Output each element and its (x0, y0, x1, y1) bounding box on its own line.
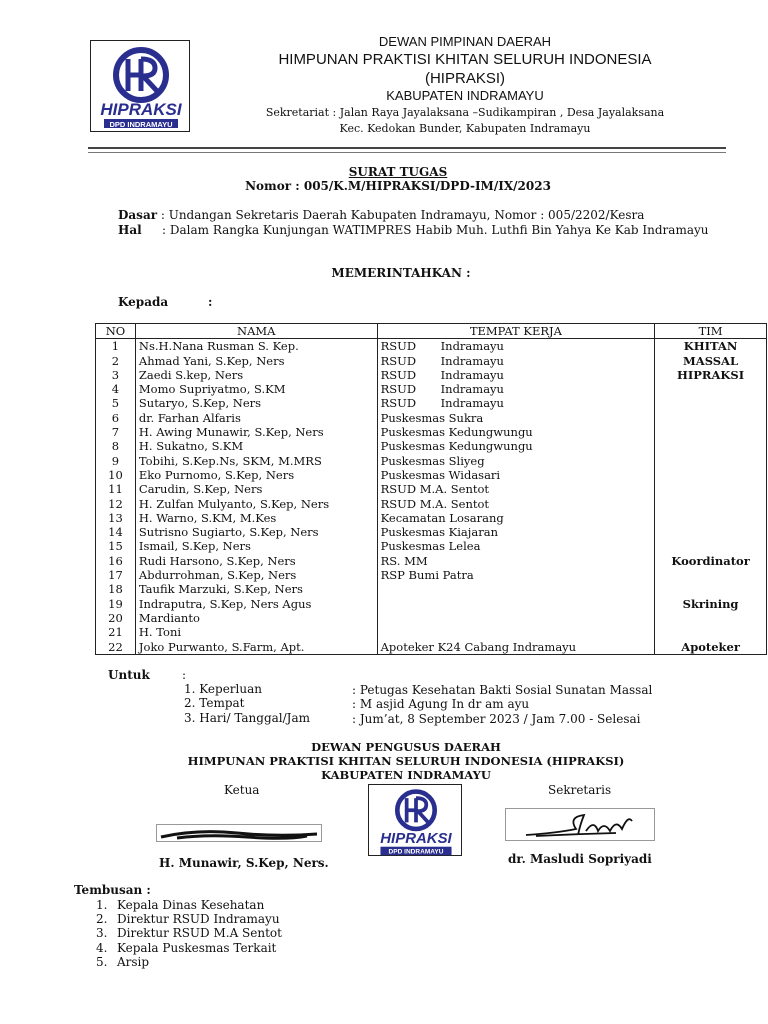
table-row (96, 354, 767, 368)
row-name: Taufik Marzuki, S.Kep, Ners (135, 582, 377, 596)
row-name: Mardianto (135, 611, 377, 625)
tembusan-item (96, 898, 282, 912)
kepada-colon: : (208, 295, 213, 309)
row-number: 4 (96, 382, 136, 396)
row-team (655, 425, 767, 439)
row-team (655, 625, 767, 639)
row-name: Ahmad Yani, S.Kep, Ners (135, 354, 377, 368)
row-workplace (377, 354, 655, 368)
workplace-primary: Puskesmas Widasari (380, 467, 501, 482)
kepada-label: Kepada (118, 295, 169, 309)
workplace-primary: RSUD (380, 339, 417, 354)
footer-org-line1: DEWAN PENGUSUS DAERAH (311, 740, 501, 754)
tembusan-item-number: 5. (96, 954, 108, 969)
tembusan-title: Tembusan : (74, 883, 151, 897)
workplace-primary: Puskesmas Kedungwungu (380, 425, 533, 440)
table-row (96, 425, 767, 439)
row-workplace (377, 582, 655, 596)
row-number: 17 (96, 568, 136, 582)
row-workplace (377, 468, 655, 482)
footer-logo-stamp (368, 784, 462, 856)
row-team (655, 497, 767, 511)
row-number: 6 (96, 411, 136, 425)
row-number: 21 (96, 625, 136, 639)
row-team: Koordinator (655, 554, 767, 568)
row-name: Zaedi S.kep, Ners (135, 368, 377, 382)
row-team: Skrining (655, 597, 767, 611)
row-number: 19 (96, 597, 136, 611)
workplace-primary: RSUD (380, 367, 417, 382)
row-name: Eko Purnomo, S.Kep, Ners (135, 468, 377, 482)
workplace-primary: RSUD (380, 396, 417, 411)
untuk-item-label-2: 2. Tempat (184, 696, 245, 710)
workplace-primary: Puskesmas Kiajaran (380, 525, 498, 540)
workplace-secondary: Indramayu (440, 339, 504, 354)
row-number: 12 (96, 497, 136, 511)
untuk-item-value-1: : Petugas Kesehatan Bakti Sosial Sunatan Massal (352, 683, 653, 697)
tembusan-item (96, 912, 282, 926)
row-team (655, 382, 767, 396)
header-rule-thin (88, 152, 726, 153)
row-name: Rudi Harsono, S.Kep, Ners (135, 554, 377, 568)
row-name: H. Awing Munawir, S.Kep, Ners (135, 425, 377, 439)
hipraksi-logo-graphic (91, 41, 191, 133)
row-workplace (377, 611, 655, 625)
row-name: dr. Farhan Alfaris (135, 411, 377, 425)
sekretaris-signature-box (505, 808, 655, 841)
row-number: 10 (96, 468, 136, 482)
row-workplace (377, 640, 655, 655)
workplace-primary: RSP Bumi Patra (380, 568, 474, 583)
header-rule-thick (88, 147, 726, 149)
untuk-item-value-3: : Jum’at, 8 September 2023 / Jam 7.00 - Selesai (352, 712, 641, 726)
row-workplace (377, 525, 655, 539)
workplace-primary: Puskesmas Kedungwungu (380, 439, 533, 454)
table-row (96, 625, 767, 639)
col-header-tempat: TEMPAT KERJA (377, 324, 655, 339)
row-team (655, 439, 767, 453)
workplace-primary: RSUD (380, 382, 417, 397)
header-line3: (HIPRAKSI) (424, 70, 505, 87)
tembusan-item (96, 941, 282, 955)
table-row (96, 439, 767, 453)
col-header-nama: NAMA (135, 324, 377, 339)
row-number: 14 (96, 525, 136, 539)
row-number: 9 (96, 454, 136, 468)
row-name: H. Sukatno, S.KM (135, 439, 377, 453)
hal-row (118, 223, 708, 237)
row-number: 15 (96, 539, 136, 553)
untuk-label: Untuk (108, 668, 150, 682)
ketua-label: Ketua (224, 783, 260, 797)
tembusan-item-number: 1. (96, 898, 108, 912)
row-number: 13 (96, 511, 136, 525)
row-workplace (377, 554, 655, 568)
footer-logo-brand: HIPRAKSI (380, 829, 452, 847)
row-team (655, 582, 767, 596)
header-line1: DEWAN PIMPINAN DAERAH (378, 34, 552, 49)
row-workplace (377, 597, 655, 611)
row-name: H. Warno, S.KM, M.Kes (135, 511, 377, 525)
row-workplace (377, 482, 655, 496)
row-team (655, 411, 767, 425)
table-row (96, 640, 767, 655)
row-team (655, 611, 767, 625)
workplace-secondary: Indramayu (440, 353, 504, 368)
footer-logo-graphic (369, 785, 463, 857)
ketua-signature-box (156, 824, 322, 842)
dasar-row (118, 208, 644, 222)
row-number: 22 (96, 640, 136, 655)
row-number: 3 (96, 368, 136, 382)
table-row (96, 468, 767, 482)
header-address1: Sekretariat : Jalan Raya Jayalaksana –Sudikampiran , Desa Jayalaksana (265, 106, 665, 119)
row-name: Joko Purwanto, S.Farm, Apt. (135, 640, 377, 655)
dasar-label: Dasar (118, 208, 158, 222)
row-number: 18 (96, 582, 136, 596)
tembusan-item-text: Arsip (117, 954, 150, 969)
tembusan-item (96, 926, 282, 940)
kepada-row (118, 295, 212, 309)
memerintahkan-heading: MEMERINTAHKAN : (331, 266, 471, 280)
row-name: Abdurrohman, S.Kep, Ners (135, 568, 377, 582)
table-row (96, 568, 767, 582)
sekretaris-signature-icon (506, 809, 656, 842)
tembusan-item (96, 955, 282, 969)
untuk-item-label-1: 1. Keperluan (184, 682, 262, 696)
row-team: KHITAN (655, 339, 767, 354)
workplace-secondary: Indramayu (440, 367, 504, 382)
workplace-primary: Puskesmas Sukra (380, 410, 484, 425)
row-number: 8 (96, 439, 136, 453)
row-workplace (377, 368, 655, 382)
table-header-row (96, 324, 767, 339)
tembusan-item-text: Direktur RSUD M.A Sentot (117, 926, 282, 941)
table-row (96, 539, 767, 553)
table-row (96, 554, 767, 568)
row-number: 11 (96, 482, 136, 496)
row-workplace (377, 396, 655, 410)
row-team (655, 468, 767, 482)
workplace-secondary: Indramayu (440, 396, 504, 411)
table-row (96, 611, 767, 625)
tembusan-item-text: Kepala Dinas Kesehatan (117, 898, 265, 912)
footer-org-line2: HIMPUNAN PRAKTISI KHITAN SELURUH INDONESIA (HIPRAKSI) (187, 754, 625, 768)
workplace-primary: Apoteker K24 Cabang Indramayu (380, 639, 577, 654)
header-line2: HIMPUNAN PRAKTISI KHITAN SELURUH INDONESIA (278, 51, 652, 68)
table-row (96, 511, 767, 525)
untuk-item-value-2: : M asjid Agung In dr am ayu (352, 697, 530, 711)
row-number: 5 (96, 396, 136, 410)
workplace-primary: RSUD M.A. Sentot (380, 482, 490, 497)
table-row (96, 597, 767, 611)
table-row (96, 497, 767, 511)
table-row (96, 482, 767, 496)
row-name: Tobihi, S.Kep.Ns, SKM, M.MRS (135, 454, 377, 468)
row-name: Ismail, S.Kep, Ners (135, 539, 377, 553)
row-number: 7 (96, 425, 136, 439)
table-row (96, 525, 767, 539)
row-number: 20 (96, 611, 136, 625)
untuk-item-label-3: 3. Hari/ Tanggal/Jam (184, 711, 311, 725)
sekretaris-label: Sekretaris (548, 783, 612, 797)
table-row (96, 339, 767, 354)
row-workplace (377, 497, 655, 511)
row-team (655, 482, 767, 496)
table-row (96, 454, 767, 468)
workplace-primary: RSUD (380, 353, 417, 368)
row-workplace (377, 539, 655, 553)
row-team (655, 454, 767, 468)
workplace-secondary: Indramayu (440, 382, 504, 397)
tembusan-item-number: 2. (96, 912, 108, 927)
tembusan-item-text: Kepala Puskesmas Terkait (117, 940, 277, 955)
row-name: H. Toni (135, 625, 377, 639)
sekretaris-name: dr. Masludi Sopriyadi (508, 852, 652, 866)
untuk-colon: : (182, 668, 187, 682)
row-workplace (377, 425, 655, 439)
header-line4: KABUPATEN INDRAMAYU (386, 88, 544, 103)
row-name: Momo Supriyatmo, S.KM (135, 382, 377, 396)
row-number: 16 (96, 554, 136, 568)
col-header-tim: TIM (655, 324, 767, 339)
row-team (655, 511, 767, 525)
tembusan-item-text: Direktur RSUD Indramayu (117, 912, 280, 927)
row-team: Apoteker (655, 640, 767, 655)
row-name: Sutaryo, S.Kep, Ners (135, 396, 377, 410)
tembusan-item-number: 4. (96, 940, 108, 955)
row-team (655, 568, 767, 582)
hal-value: : Dalam Rangka Kunjungan WATIMPRES Habib Muh. Luthfi Bin Yahya Ke Kab Indramayu (162, 223, 709, 237)
document-title: SURAT TUGAS (348, 165, 448, 179)
row-team (655, 539, 767, 553)
row-workplace (377, 382, 655, 396)
row-workplace (377, 339, 655, 354)
tembusan-list (96, 898, 282, 969)
footer-org-line3: KABUPATEN INDRAMAYU (321, 768, 491, 782)
row-name: Indraputra, S.Kep, Ners Agus (135, 597, 377, 611)
table-row (96, 396, 767, 410)
dasar-value: : Undangan Sekretaris Daerah Kabupaten Indramayu, Nomor : 005/2202/Kesra (157, 208, 645, 222)
table-row (96, 382, 767, 396)
row-team: MASSAL (655, 354, 767, 368)
row-workplace (377, 411, 655, 425)
ketua-signature-icon (157, 825, 323, 843)
workplace-primary: RSUD M.A. Sentot (380, 496, 490, 511)
row-workplace (377, 625, 655, 639)
row-name: H. Zulfan Mulyanto, S.Kep, Ners (135, 497, 377, 511)
hal-label: Hal (118, 223, 142, 237)
footer-logo-sub: DPD INDRAMAYU (388, 848, 444, 856)
tembusan-item-number: 3. (96, 926, 108, 941)
row-team (655, 525, 767, 539)
workplace-primary: Kecamatan Losarang (380, 510, 504, 525)
row-workplace (377, 511, 655, 525)
row-workplace (377, 568, 655, 582)
row-name: Ns.H.Nana Rusman S. Kep. (135, 339, 377, 354)
ketua-name: H. Munawir, S.Kep, Ners. (159, 856, 329, 870)
row-name: Carudin, S.Kep, Ners (135, 482, 377, 496)
header-address2: Kec. Kedokan Bunder, Kabupaten Indramayu (339, 122, 591, 135)
workplace-primary: Puskesmas Lelea (380, 539, 481, 554)
col-header-no: NO (96, 324, 136, 339)
row-name: Sutrisno Sugiarto, S.Kep, Ners (135, 525, 377, 539)
table-row (96, 368, 767, 382)
workplace-primary: RS. MM (380, 553, 428, 568)
workplace-primary: Puskesmas Sliyeg (380, 453, 485, 468)
row-team: HIPRAKSI (655, 368, 767, 382)
logo-sub-text: DPD INDRAMAYU (109, 120, 173, 129)
row-workplace (377, 439, 655, 453)
row-team (655, 396, 767, 410)
row-number: 2 (96, 354, 136, 368)
row-workplace (377, 454, 655, 468)
logo-brand-text: HIPRAKSI (100, 100, 182, 119)
row-number: 1 (96, 339, 136, 354)
table-row (96, 582, 767, 596)
personnel-table (95, 323, 767, 655)
organization-logo (90, 40, 190, 132)
document-number: Nomor : 005/K.M/HIPRAKSI/DPD-IM/IX/2023 (245, 179, 551, 193)
table-row (96, 411, 767, 425)
